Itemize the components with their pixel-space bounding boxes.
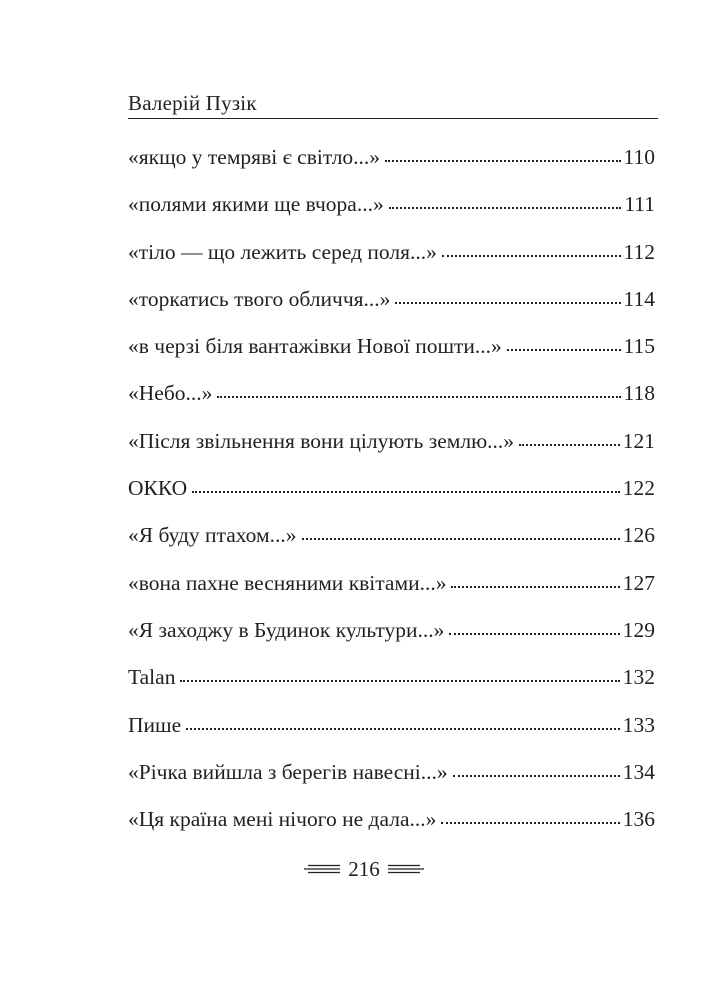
toc-entry-page: 110 <box>623 145 655 169</box>
toc-entry[interactable] <box>128 428 655 475</box>
toc-entry-title: «Після звільнення вони цілують землю...» <box>128 428 515 453</box>
toc-dot-leader <box>389 207 622 209</box>
toc-entry[interactable] <box>128 475 655 522</box>
folio-ornament-left-icon <box>304 863 340 875</box>
toc-dot-leader <box>192 491 620 493</box>
toc-entry-title: Talan <box>128 665 176 690</box>
toc-dot-leader <box>441 822 619 824</box>
header-rule <box>128 118 658 119</box>
toc-entry[interactable] <box>128 144 655 191</box>
toc-entry-page: 118 <box>623 381 655 406</box>
table-of-contents <box>128 144 655 853</box>
toc-entry-title: Пише <box>128 712 182 737</box>
toc-entry-title: «Ця країна мені нічого не дала...» <box>128 807 437 832</box>
toc-dot-leader <box>449 633 619 635</box>
toc-dot-leader <box>453 775 620 777</box>
toc-entry-page: 122 <box>622 476 655 501</box>
toc-dot-leader <box>186 728 620 730</box>
toc-entry-title: «торкатись твого обличчя...» <box>128 286 391 311</box>
toc-entry-page: 112 <box>623 239 655 264</box>
toc-entry-title: «якщо у темряві є світло...» <box>128 145 381 169</box>
toc-entry[interactable] <box>128 286 655 333</box>
toc-entry[interactable] <box>128 239 655 286</box>
toc-entry[interactable] <box>128 712 655 759</box>
toc-entry[interactable] <box>128 333 655 380</box>
toc-entry-page: 111 <box>624 192 655 217</box>
toc-entry-title: ОККО <box>128 476 188 501</box>
toc-dot-leader <box>302 538 620 540</box>
toc-entry[interactable] <box>128 570 655 617</box>
toc-entry-title: «в черзі біля вантажівки Нової пошти...» <box>128 334 502 359</box>
toc-dot-leader <box>180 680 619 682</box>
toc-entry-page: 126 <box>622 523 655 548</box>
toc-entry-title: «Я буду птахом...» <box>128 523 297 548</box>
toc-entry-page: 136 <box>622 807 655 832</box>
toc-entry-page: 133 <box>622 712 655 737</box>
page-number: 216 <box>348 857 380 881</box>
page-footer <box>0 856 728 882</box>
toc-entry-page: 127 <box>622 570 655 595</box>
toc-entry-page: 115 <box>623 334 655 359</box>
toc-dot-leader <box>451 586 619 588</box>
toc-entry-title: «тіло — що лежить серед поля...» <box>128 239 437 264</box>
toc-entry[interactable] <box>128 522 655 569</box>
toc-entry-page: 132 <box>622 665 655 690</box>
toc-dot-leader <box>507 349 621 351</box>
toc-entry-page: 134 <box>622 759 655 784</box>
running-head-author: Валерій Пузік <box>128 91 257 115</box>
toc-entry-title: «полями якими ще вчора...» <box>128 192 384 217</box>
toc-entry[interactable] <box>128 617 655 664</box>
toc-entry-title: «вона пахне весняними квітами...» <box>128 570 447 595</box>
toc-dot-leader <box>519 444 620 446</box>
toc-entry-title: «Я заходжу в Будинок культури...» <box>128 617 445 642</box>
toc-dot-leader <box>395 302 620 304</box>
toc-entry[interactable] <box>128 380 655 427</box>
toc-entry[interactable] <box>128 806 655 853</box>
toc-entry[interactable] <box>128 759 655 806</box>
toc-dot-leader <box>217 396 620 398</box>
toc-entry-page: 129 <box>622 617 655 642</box>
toc-entry-title: «Річка вийшла з берегів навесні...» <box>128 759 448 784</box>
toc-entry-page: 121 <box>622 428 655 453</box>
toc-entry-title: «Небо...» <box>128 381 213 406</box>
folio-ornament-right-icon <box>388 863 424 875</box>
toc-entry-page: 114 <box>623 286 655 311</box>
toc-entry[interactable] <box>128 191 655 238</box>
toc-dot-leader <box>385 160 620 162</box>
toc-dot-leader <box>442 255 621 257</box>
toc-entry[interactable] <box>128 664 655 711</box>
